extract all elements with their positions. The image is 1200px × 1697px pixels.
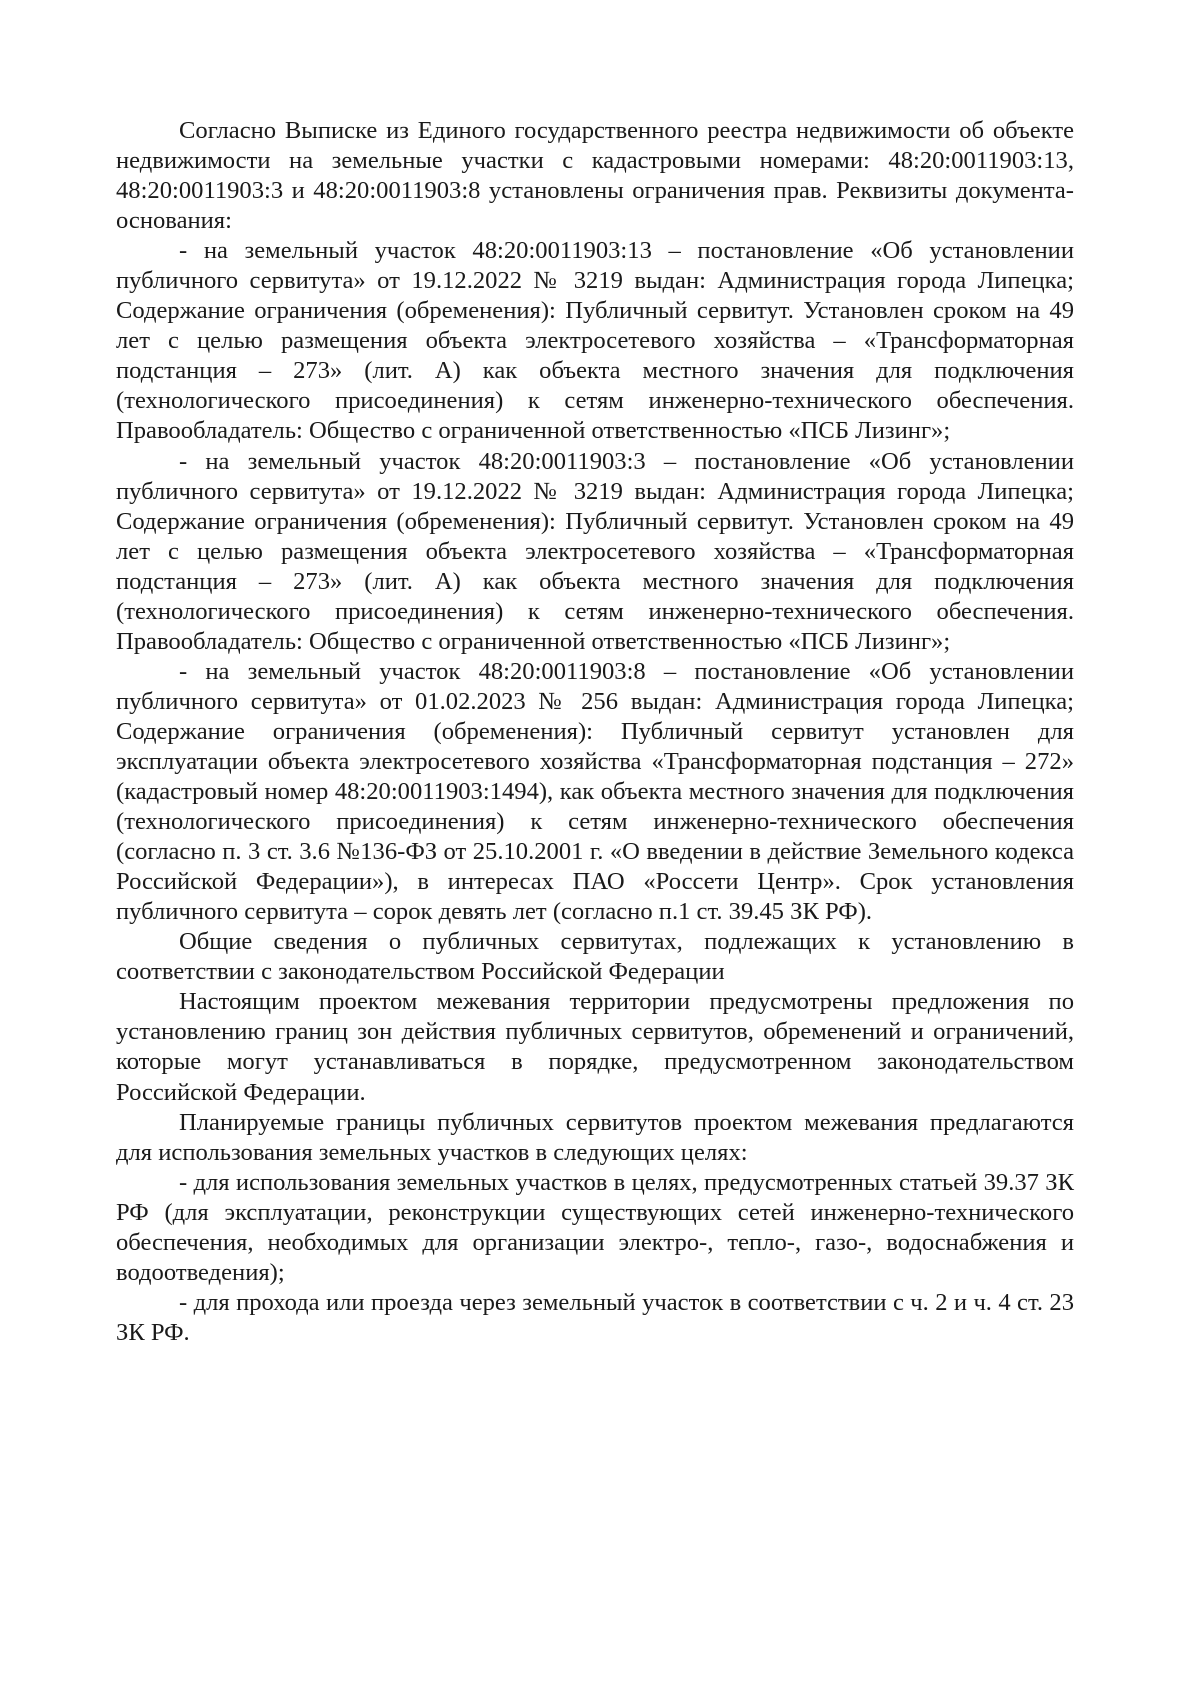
paragraph-plot-13-servitude: - на земельный участок 48:20:0011903:13 – постановление «Об установлении публичного сервитута» от 19.12.2022 № 3219 выдан: Администрация города Липецка; Содержание ограничения (обременения): Публичный сервитут. Установлен сроком на 49 лет с целью размещения объекта электросетевого хозяйства – «Трансформаторная подстанция – 273» (лит. А) как объекта местного значения для подключения (технологического присоединения) к сетям инженерно-технического обеспечения. Правообладатель: Общество с ограниченной ответственностью «ПСБ Лизинг»; [116, 237, 1074, 445]
paragraph-plot-3-servitude: - на земельный участок 48:20:0011903:3 – постановление «Об установлении публичного сервитута» от 19.12.2022 № 3219 выдан: Администрация города Липецка; Содержание ограничения (обременения): Публичный сервитут. Установлен сроком на 49 лет с целью размещения объекта электросетевого хозяйства – «Трансформаторная подстанция – 273» (лит. А) как объекта местного значения для подключения (технологического присоединения) к сетям инженерно-технического обеспечения. Правообладатель: Общество с ограниченной ответственностью «ПСБ Лизинг»; [116, 447, 1074, 655]
paragraph-purpose-engineering-networks: - для использования земельных участков в целях, предусмотренных статьей 39.37 ЗК РФ (для эксплуатации, реконструкции существующих сетей инженерно-технического обеспечения, необходимых для организации электро-, тепло-, газо-, водоснабжения и водоотведения); [116, 1168, 1074, 1286]
paragraph-planned-boundaries: Планируемые границы публичных сервитутов проектом межевания предлагаются для использования земельных участков в следующих целях: [116, 1108, 1074, 1166]
paragraph-plot-8-servitude: - на земельный участок 48:20:0011903:8 – постановление «Об установлении публичного сервитута» от 01.02.2023 № 256 выдан: Администрация города Липецка; Содержание ограничения (обременения): Публичный сервитут установлен для эксплуатации объекта электросетевого хозяйства «Трансформаторная подстанция – 272» (кадастровый номер 48:20:0011903:1494), как объекта местного значения для подключения (технологического присоединения) к сетям инженерно-технического обеспечения (согласно п. 3 ст. 3.6 №136-ФЗ от 25.10.2001 г. «О введении в действие Земельного кодекса Российской Федерации»), в интересах ПАО «Россети Центр». Срок установления публичного сервитута – сорок девять лет (согласно п.1 ст. 39.45 ЗК РФ). [116, 657, 1074, 926]
paragraph-restrictions-intro: Согласно Выписке из Единого государственного реестра недвижимости об объекте недвижимости на земельные участки с кадастровыми номерами: 48:20:0011903:13, 48:20:0011903:3 и 48:20:0011903:8 установлены ограничения прав. Реквизиты документа-основания: [116, 117, 1074, 235]
paragraph-purpose-passage: - для прохода или проезда через земельный участок в соответствии с ч. 2 и ч. 4 ст. 23 ЗК РФ. [116, 1288, 1074, 1346]
paragraph-general-info-heading: Общие сведения о публичных сервитутах, подлежащих к установлению в соответствии с законодательством Российской Федерации [116, 928, 1074, 986]
paragraph-project-proposals: Настоящим проектом межевания территории предусмотрены предложения по установлению границ зон действия публичных сервитутов, обременений и ограничений, которые могут устанавливаться в порядке, предусмотренном законодательством Российской Федерации. [116, 988, 1074, 1106]
document-page [116, 116, 1074, 1348]
